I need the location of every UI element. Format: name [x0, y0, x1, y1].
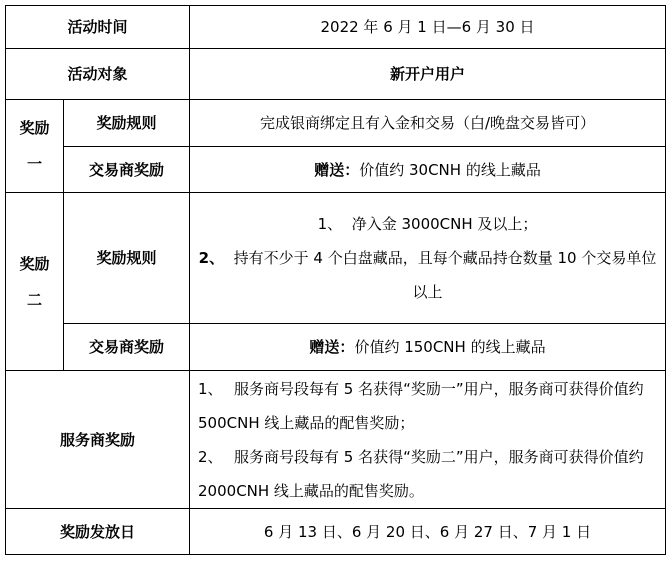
activity-table [5, 5, 666, 555]
reward1-gift-prefix: 赠送： [314, 160, 360, 179]
row-provider [6, 371, 666, 509]
reward2-rule-1-num: 1、 [317, 215, 343, 233]
reward2-rule-1 [198, 207, 657, 241]
provider-item-1-text: 服务商号段每有 5 名获得“奖励一”用户，服务商可获得价值约 500CNH 线上藏品的配售奖励； [198, 379, 644, 432]
reward2-rules [190, 193, 666, 324]
reward2-gift [190, 324, 666, 371]
target-value: 新开户用户 [190, 49, 666, 100]
reward1-rule-label: 奖励规则 [64, 100, 190, 147]
reward2-rule-1-text: 净入金 3000CNH 及以上； [351, 215, 538, 233]
activity-time-label: 活动时间 [6, 6, 190, 49]
row-reward2-dealer [6, 324, 666, 371]
provider-item-1 [198, 372, 657, 440]
reward1-gift [190, 147, 666, 193]
reward2-rule-2-text: 持有不少于 4 个白盘藏品，且每个藏品持仓数量 10 个交易单位以上 [233, 249, 657, 301]
row-payout [6, 509, 666, 555]
provider-item-2-text: 服务商号段每有 5 名获得“奖励二”用户，服务商可获得价值约 2000CNH 线上藏品的配售奖励。 [198, 447, 644, 500]
reward2-group-char1: 奖励 [19, 254, 50, 273]
reward2-gift-prefix: 赠送： [309, 338, 355, 356]
reward2-rule-label: 奖励规则 [64, 193, 190, 324]
payout-label: 奖励发放日 [6, 509, 190, 555]
row-reward2-rule [6, 193, 666, 324]
reward2-gift-text: 价值约 150CNH 的线上藏品 [354, 338, 546, 356]
row-activity-time [6, 6, 666, 49]
row-reward1-dealer [6, 147, 666, 193]
provider-label: 服务商奖励 [6, 371, 190, 509]
provider-items [190, 371, 666, 509]
reward1-group-label [6, 100, 64, 193]
reward1-gift-text: 价值约 30CNH 的线上藏品 [359, 160, 541, 179]
reward2-group-char2: 二 [26, 290, 42, 309]
provider-item-1-num: 1、 [198, 379, 223, 398]
reward2-dealer-label: 交易商奖励 [64, 324, 190, 371]
target-label: 活动对象 [6, 49, 190, 100]
reward2-rule-2-num: 2、 [198, 249, 225, 267]
row-reward1-rule [6, 100, 666, 147]
payout-value: 6 月 13 日、6 月 20 日、6 月 27 日、7 月 1 日 [190, 509, 666, 555]
reward1-dealer-label: 交易商奖励 [64, 147, 190, 193]
reward1-group-char1: 奖励 [19, 119, 50, 137]
provider-item-2-num: 2、 [198, 447, 223, 466]
reward1-rule-text: 完成银商绑定且有入金和交易（白/晚盘交易皆可） [190, 100, 666, 147]
row-target [6, 49, 666, 100]
reward2-rule-2 [198, 241, 657, 309]
activity-time-value: 2022 年 6 月 1 日—6 月 30 日 [190, 6, 666, 49]
provider-item-2 [198, 440, 657, 508]
reward2-group-label [6, 193, 64, 371]
reward1-group-char2: 一 [26, 155, 42, 173]
